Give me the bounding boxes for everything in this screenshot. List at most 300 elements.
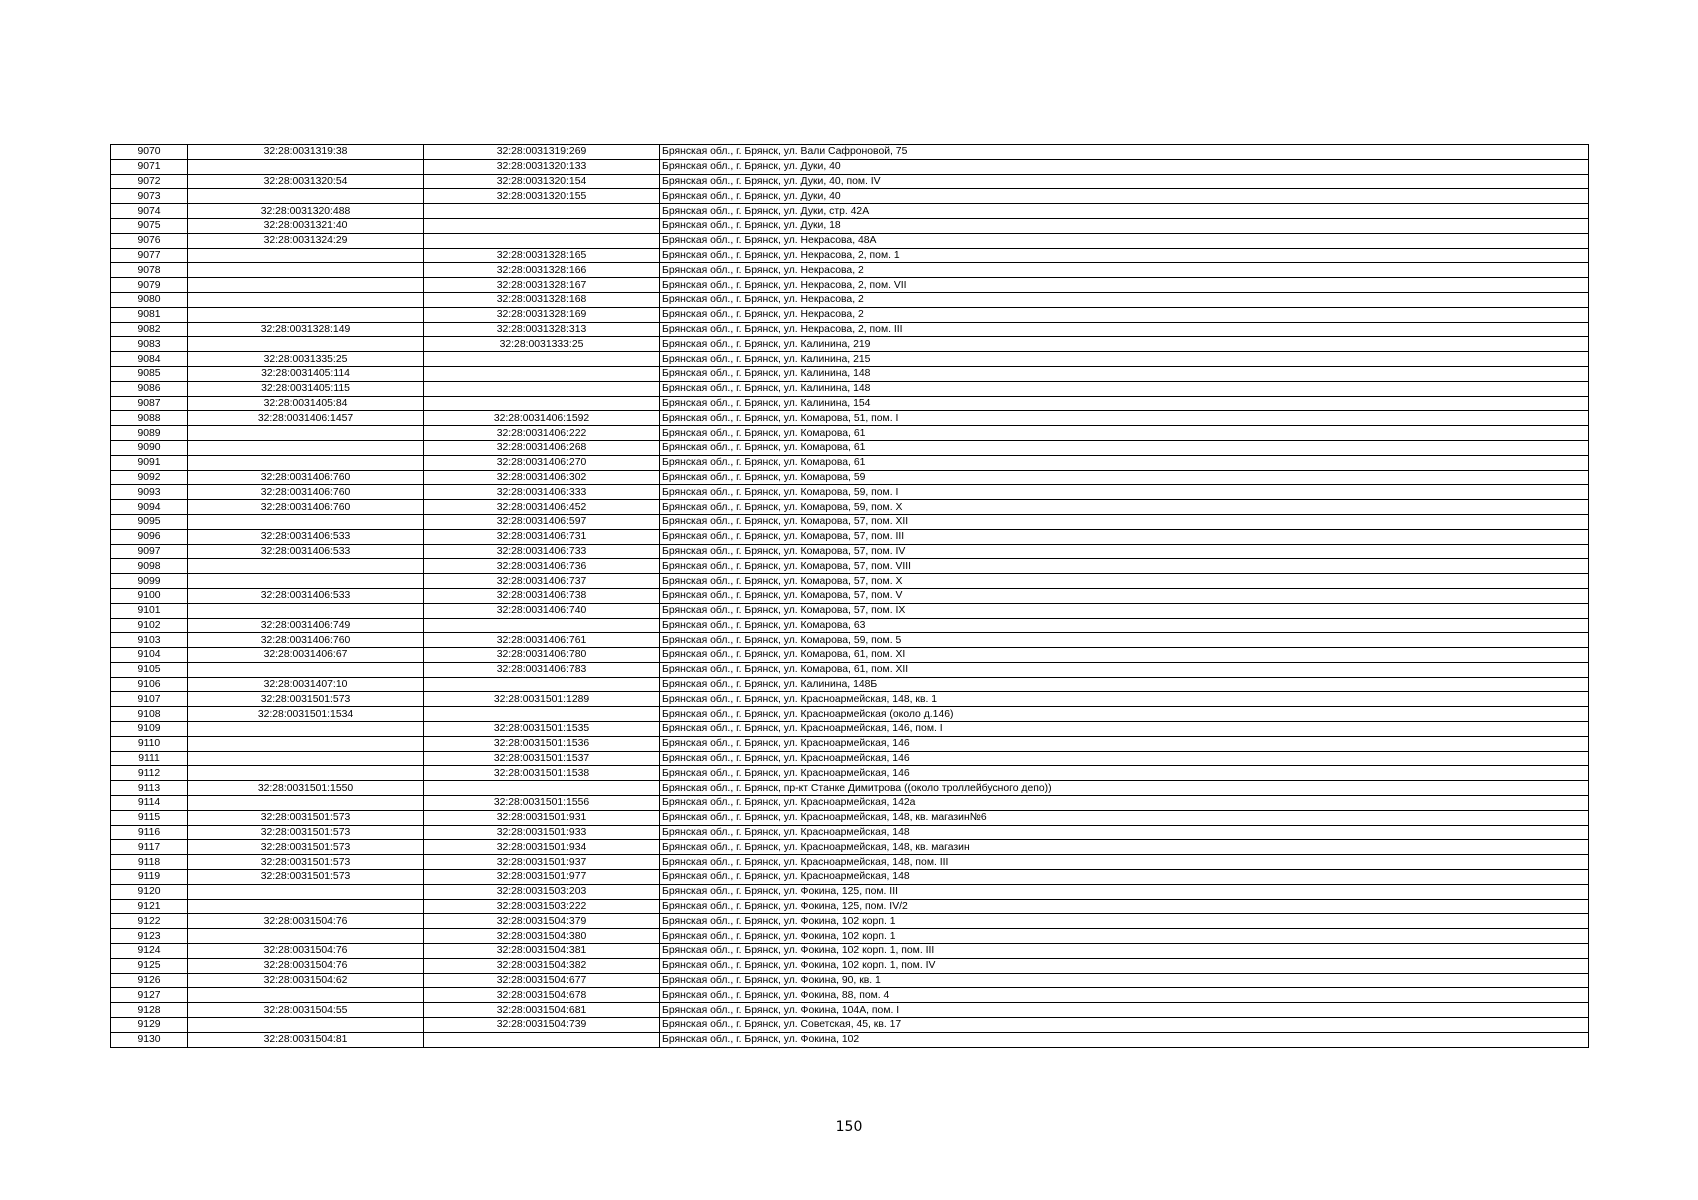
parcel-number-cell [188,766,424,781]
row-number-cell: 9090 [111,440,188,455]
address-cell: Брянская обл., г. Брянск, ул. Комарова, 61, пом. XI [660,648,1589,663]
table-row [111,899,1589,914]
row-number-cell: 9076 [111,233,188,248]
address-cell: Брянская обл., г. Брянск, ул. Некрасова, 2 [660,263,1589,278]
table-row [111,944,1589,959]
row-number-cell: 9072 [111,174,188,189]
table-row [111,588,1589,603]
row-number-cell: 9094 [111,500,188,515]
table-row [111,796,1589,811]
object-number-cell [424,1032,660,1047]
address-cell: Брянская обл., г. Брянск, ул. Дуки, 40 [660,159,1589,174]
object-number-cell: 32:28:0031501:937 [424,855,660,870]
row-number-cell: 9095 [111,514,188,529]
parcel-number-cell: 32:28:0031406:760 [188,470,424,485]
object-number-cell: 32:28:0031333:25 [424,337,660,352]
address-cell: Брянская обл., г. Брянск, ул. Комарова, 57, пом. XII [660,514,1589,529]
address-cell: Брянская обл., г. Брянск, ул. Некрасова, 2 [660,307,1589,322]
table-row [111,722,1589,737]
parcel-number-cell [188,751,424,766]
object-number-cell: 32:28:0031503:222 [424,899,660,914]
object-number-cell: 32:28:0031406:1592 [424,411,660,426]
table-row [111,278,1589,293]
address-cell: Брянская обл., г. Брянск, ул. Вали Сафроновой, 75 [660,145,1589,160]
object-number-cell [424,707,660,722]
object-number-cell [424,218,660,233]
table-row [111,233,1589,248]
row-number-cell: 9080 [111,292,188,307]
object-number-cell [424,381,660,396]
row-number-cell: 9074 [111,204,188,219]
parcel-number-cell [188,574,424,589]
table-row [111,766,1589,781]
row-number-cell: 9084 [111,352,188,367]
table-row [111,337,1589,352]
table-row [111,914,1589,929]
row-number-cell: 9127 [111,988,188,1003]
object-number-cell: 32:28:0031501:933 [424,825,660,840]
address-cell: Брянская обл., г. Брянск, ул. Фокина, 102 корп. 1, пом. III [660,944,1589,959]
row-number-cell: 9123 [111,929,188,944]
parcel-number-cell [188,1018,424,1033]
table-row [111,633,1589,648]
parcel-number-cell: 32:28:0031405:115 [188,381,424,396]
address-cell: Брянская обл., г. Брянск, ул. Комарова, 61 [660,440,1589,455]
table-row [111,781,1589,796]
table-row [111,514,1589,529]
table-row [111,618,1589,633]
row-number-cell: 9128 [111,1003,188,1018]
row-number-cell: 9113 [111,781,188,796]
object-number-cell: 32:28:0031406:452 [424,500,660,515]
address-cell: Брянская обл., г. Брянск, ул. Комарова, 57, пом. X [660,574,1589,589]
parcel-number-cell: 32:28:0031406:533 [188,544,424,559]
row-number-cell: 9121 [111,899,188,914]
object-number-cell: 32:28:0031328:165 [424,248,660,263]
table-row [111,352,1589,367]
object-number-cell: 32:28:0031501:931 [424,810,660,825]
parcel-number-cell: 32:28:0031501:573 [188,855,424,870]
object-number-cell: 32:28:0031320:154 [424,174,660,189]
row-number-cell: 9125 [111,958,188,973]
address-cell: Брянская обл., г. Брянск, ул. Дуки, 40 [660,189,1589,204]
object-number-cell [424,233,660,248]
address-cell: Брянская обл., г. Брянск, ул. Дуки, 40, пом. IV [660,174,1589,189]
parcel-number-cell [188,307,424,322]
row-number-cell: 9111 [111,751,188,766]
row-number-cell: 9130 [111,1032,188,1047]
address-cell: Брянская обл., г. Брянск, ул. Калинина, 148Б [660,677,1589,692]
row-number-cell: 9109 [111,722,188,737]
object-number-cell [424,618,660,633]
table-row [111,411,1589,426]
object-number-cell: 32:28:0031504:382 [424,958,660,973]
table-row [111,159,1589,174]
table-row [111,855,1589,870]
address-cell: Брянская обл., г. Брянск, ул. Красноармейская, 148, кв. 1 [660,692,1589,707]
table-row [111,840,1589,855]
parcel-number-cell [188,189,424,204]
object-number-cell: 32:28:0031406:740 [424,603,660,618]
address-cell: Брянская обл., г. Брянск, ул. Комарова, 57, пом. IX [660,603,1589,618]
address-cell: Брянская обл., г. Брянск, ул. Фокина, 102 [660,1032,1589,1047]
object-number-cell: 32:28:0031501:1556 [424,796,660,811]
object-number-cell: 32:28:0031501:977 [424,870,660,885]
table-row [111,174,1589,189]
address-cell: Брянская обл., г. Брянск, ул. Калинина, 219 [660,337,1589,352]
row-number-cell: 9075 [111,218,188,233]
table-row [111,455,1589,470]
parcel-number-cell: 32:28:0031501:573 [188,870,424,885]
row-number-cell: 9116 [111,825,188,840]
address-cell: Брянская обл., г. Брянск, ул. Красноармейская, 146 [660,736,1589,751]
object-number-cell: 32:28:0031504:681 [424,1003,660,1018]
parcel-number-cell: 32:28:0031320:488 [188,204,424,219]
row-number-cell: 9118 [111,855,188,870]
address-cell: Брянская обл., г. Брянск, ул. Фокина, 102 корп. 1 [660,929,1589,944]
address-cell: Брянская обл., г. Брянск, ул. Фокина, 104А, пом. I [660,1003,1589,1018]
table-row [111,426,1589,441]
table-row [111,973,1589,988]
object-number-cell: 32:28:0031406:333 [424,485,660,500]
parcel-number-cell: 32:28:0031504:76 [188,914,424,929]
object-number-cell: 32:28:0031406:738 [424,588,660,603]
address-cell: Брянская обл., г. Брянск, ул. Красноармейская, 148 [660,825,1589,840]
row-number-cell: 9083 [111,337,188,352]
table-row [111,248,1589,263]
address-cell: Брянская обл., г. Брянск, ул. Красноармейская, 148, кв. магазин [660,840,1589,855]
object-number-cell: 32:28:0031328:167 [424,278,660,293]
object-number-cell: 32:28:0031320:155 [424,189,660,204]
parcel-number-cell [188,899,424,914]
table-row [111,292,1589,307]
parcel-number-cell: 32:28:0031406:760 [188,485,424,500]
parcel-number-cell [188,440,424,455]
address-cell: Брянская обл., г. Брянск, ул. Комарова, 57, пом. III [660,529,1589,544]
row-number-cell: 9119 [111,870,188,885]
parcel-number-cell: 32:28:0031501:573 [188,840,424,855]
address-cell: Брянская обл., г. Брянск, ул. Калинина, 215 [660,352,1589,367]
row-number-cell: 9070 [111,145,188,160]
object-number-cell: 32:28:0031406:783 [424,662,660,677]
address-cell: Брянская обл., г. Брянск, ул. Комарова, 61 [660,426,1589,441]
address-cell: Брянская обл., г. Брянск, ул. Комарова, 61, пом. XII [660,662,1589,677]
row-number-cell: 9110 [111,736,188,751]
address-cell: Брянская обл., г. Брянск, ул. Комарова, 59, пом. X [660,500,1589,515]
parcel-number-cell: 32:28:0031335:25 [188,352,424,367]
table-row [111,692,1589,707]
object-number-cell: 32:28:0031504:739 [424,1018,660,1033]
page-number: 150 [835,1119,863,1135]
object-number-cell: 32:28:0031406:737 [424,574,660,589]
row-number-cell: 9078 [111,263,188,278]
table-row [111,485,1589,500]
object-number-cell [424,396,660,411]
table-row [111,884,1589,899]
parcel-number-cell [188,337,424,352]
address-cell: Брянская обл., г. Брянск, ул. Комарова, 59 [660,470,1589,485]
parcel-number-cell [188,514,424,529]
row-number-cell: 9112 [111,766,188,781]
parcel-number-cell [188,736,424,751]
address-cell: Брянская обл., г. Брянск, ул. Фокина, 125, пом. III [660,884,1589,899]
object-number-cell: 32:28:0031406:270 [424,455,660,470]
row-number-cell: 9101 [111,603,188,618]
parcel-number-cell [188,559,424,574]
table-row [111,707,1589,722]
parcel-number-cell: 32:28:0031501:573 [188,810,424,825]
table-row [111,263,1589,278]
address-cell: Брянская обл., г. Брянск, ул. Некрасова, 48А [660,233,1589,248]
table-row [111,529,1589,544]
row-number-cell: 9099 [111,574,188,589]
object-number-cell [424,781,660,796]
object-number-cell: 32:28:0031328:166 [424,263,660,278]
row-number-cell: 9093 [111,485,188,500]
table-row [111,677,1589,692]
parcel-number-cell: 32:28:0031319:38 [188,145,424,160]
table-row [111,145,1589,160]
object-number-cell: 32:28:0031406:780 [424,648,660,663]
address-cell: Брянская обл., г. Брянск, ул. Некрасова, 2, пом. VII [660,278,1589,293]
address-cell: Брянская обл., г. Брянск, ул. Дуки, стр. 42А [660,204,1589,219]
parcel-number-cell [188,884,424,899]
parcel-number-cell [188,455,424,470]
object-number-cell [424,366,660,381]
parcel-number-cell: 32:28:0031501:1534 [188,707,424,722]
object-number-cell: 32:28:0031406:733 [424,544,660,559]
object-number-cell: 32:28:0031406:731 [424,529,660,544]
parcel-number-cell [188,929,424,944]
table-row [111,1018,1589,1033]
address-cell: Брянская обл., г. Брянск, ул. Комарова, 57, пом. V [660,588,1589,603]
parcel-number-cell [188,278,424,293]
object-number-cell: 32:28:0031501:1538 [424,766,660,781]
parcel-number-cell: 32:28:0031406:760 [188,500,424,515]
parcel-number-cell [188,603,424,618]
object-number-cell: 32:28:0031501:1535 [424,722,660,737]
object-number-cell: 32:28:0031406:597 [424,514,660,529]
address-cell: Брянская обл., г. Брянск, ул. Дуки, 18 [660,218,1589,233]
address-cell: Брянская обл., г. Брянск, ул. Комарова, 63 [660,618,1589,633]
table-row [111,810,1589,825]
address-cell: Брянская обл., г. Брянск, ул. Фокина, 125, пом. IV/2 [660,899,1589,914]
parcel-number-cell [188,292,424,307]
parcel-number-cell: 32:28:0031504:76 [188,944,424,959]
address-cell: Брянская обл., г. Брянск, ул. Некрасова, 2, пом. III [660,322,1589,337]
parcel-number-cell: 32:28:0031406:533 [188,588,424,603]
object-number-cell: 32:28:0031328:169 [424,307,660,322]
address-cell: Брянская обл., г. Брянск, ул. Комарова, 61 [660,455,1589,470]
address-cell: Брянская обл., г. Брянск, ул. Калинина, 148 [660,366,1589,381]
parcel-number-cell: 32:28:0031504:62 [188,973,424,988]
parcel-number-cell: 32:28:0031406:1457 [188,411,424,426]
table-row [111,500,1589,515]
parcel-number-cell: 32:28:0031504:81 [188,1032,424,1047]
table-row [111,396,1589,411]
table-row [111,189,1589,204]
table-row [111,662,1589,677]
row-number-cell: 9079 [111,278,188,293]
row-number-cell: 9085 [111,366,188,381]
object-number-cell: 32:28:0031504:677 [424,973,660,988]
table-row [111,470,1589,485]
address-cell: Брянская обл., г. Брянск, ул. Фокина, 102 корп. 1 [660,914,1589,929]
parcel-number-cell [188,662,424,677]
table-row [111,825,1589,840]
row-number-cell: 9077 [111,248,188,263]
table-row [111,1003,1589,1018]
row-number-cell: 9106 [111,677,188,692]
row-number-cell: 9073 [111,189,188,204]
address-cell: Брянская обл., г. Брянск, ул. Комарова, 59, пом. I [660,485,1589,500]
row-number-cell: 9105 [111,662,188,677]
address-cell: Брянская обл., г. Брянск, ул. Красноармейская, 146 [660,751,1589,766]
object-number-cell: 32:28:0031503:203 [424,884,660,899]
address-cell: Брянская обл., г. Брянск, ул. Красноармейская, 146 [660,766,1589,781]
address-cell: Брянская обл., г. Брянск, ул. Красноармейская, 148 [660,870,1589,885]
row-number-cell: 9096 [111,529,188,544]
parcel-number-cell [188,988,424,1003]
object-number-cell [424,677,660,692]
row-number-cell: 9089 [111,426,188,441]
object-number-cell: 32:28:0031328:168 [424,292,660,307]
address-cell: Брянская обл., г. Брянск, ул. Фокина, 88, пом. 4 [660,988,1589,1003]
row-number-cell: 9088 [111,411,188,426]
address-cell: Брянская обл., г. Брянск, ул. Красноармейская, 146, пом. I [660,722,1589,737]
object-number-cell [424,352,660,367]
row-number-cell: 9091 [111,455,188,470]
parcel-number-cell: 32:28:0031501:1550 [188,781,424,796]
address-cell: Брянская обл., г. Брянск, ул. Калинина, 148 [660,381,1589,396]
row-number-cell: 9104 [111,648,188,663]
row-number-cell: 9092 [111,470,188,485]
object-number-cell: 32:28:0031504:379 [424,914,660,929]
row-number-cell: 9087 [111,396,188,411]
table-row [111,870,1589,885]
table-row [111,381,1589,396]
object-number-cell: 32:28:0031504:678 [424,988,660,1003]
row-number-cell: 9108 [111,707,188,722]
row-number-cell: 9115 [111,810,188,825]
table-row [111,736,1589,751]
object-number-cell: 32:28:0031320:133 [424,159,660,174]
parcel-number-cell: 32:28:0031321:40 [188,218,424,233]
table-row [111,751,1589,766]
address-cell: Брянская обл., г. Брянск, ул. Комарова, 51, пом. I [660,411,1589,426]
table-row [111,929,1589,944]
parcel-number-cell: 32:28:0031501:573 [188,825,424,840]
table-row [111,544,1589,559]
parcel-number-cell [188,796,424,811]
table-row [111,366,1589,381]
table-row [111,204,1589,219]
row-number-cell: 9097 [111,544,188,559]
object-number-cell: 32:28:0031406:268 [424,440,660,455]
parcel-number-cell: 32:28:0031406:67 [188,648,424,663]
table-row [111,1032,1589,1047]
object-number-cell: 32:28:0031406:736 [424,559,660,574]
parcel-number-cell: 32:28:0031504:55 [188,1003,424,1018]
address-cell: Брянская обл., г. Брянск, ул. Комарова, 57, пом. VIII [660,559,1589,574]
address-cell: Брянская обл., г. Брянск, пр-кт Станке Димитрова ((около троллейбусного депо)) [660,781,1589,796]
row-number-cell: 9122 [111,914,188,929]
row-number-cell: 9100 [111,588,188,603]
table-row [111,958,1589,973]
row-number-cell: 9120 [111,884,188,899]
row-number-cell: 9114 [111,796,188,811]
parcel-number-cell [188,426,424,441]
row-number-cell: 9126 [111,973,188,988]
row-number-cell: 9086 [111,381,188,396]
address-cell: Брянская обл., г. Брянск, ул. Фокина, 102 корп. 1, пом. IV [660,958,1589,973]
object-number-cell: 32:28:0031504:380 [424,929,660,944]
row-number-cell: 9129 [111,1018,188,1033]
address-cell: Брянская обл., г. Брянск, ул. Фокина, 90, кв. 1 [660,973,1589,988]
row-number-cell: 9124 [111,944,188,959]
table-row [111,307,1589,322]
parcel-number-cell [188,159,424,174]
parcel-number-cell [188,248,424,263]
object-number-cell: 32:28:0031501:1536 [424,736,660,751]
row-number-cell: 9082 [111,322,188,337]
row-number-cell: 9081 [111,307,188,322]
row-number-cell: 9107 [111,692,188,707]
parcel-number-cell [188,722,424,737]
parcel-number-cell: 32:28:0031406:749 [188,618,424,633]
address-cell: Брянская обл., г. Брянск, ул. Некрасова, 2, пом. 1 [660,248,1589,263]
object-number-cell: 32:28:0031501:1537 [424,751,660,766]
object-number-cell: 32:28:0031501:1289 [424,692,660,707]
table-body [111,145,1589,1048]
address-cell: Брянская обл., г. Брянск, ул. Калинина, 154 [660,396,1589,411]
parcel-number-cell: 32:28:0031407:10 [188,677,424,692]
parcel-number-cell: 32:28:0031405:84 [188,396,424,411]
object-number-cell: 32:28:0031504:381 [424,944,660,959]
parcel-number-cell: 32:28:0031320:54 [188,174,424,189]
table-row [111,559,1589,574]
table-row [111,440,1589,455]
address-cell: Брянская обл., г. Брянск, ул. Красноармейская, 148, кв. магазин№6 [660,810,1589,825]
table-row [111,218,1589,233]
address-cell: Брянская обл., г. Брянск, ул. Красноармейская, 142а [660,796,1589,811]
address-cell: Брянская обл., г. Брянск, ул. Комарова, 59, пом. 5 [660,633,1589,648]
object-number-cell: 32:28:0031501:934 [424,840,660,855]
row-number-cell: 9117 [111,840,188,855]
object-number-cell: 32:28:0031406:761 [424,633,660,648]
parcel-number-cell: 32:28:0031324:29 [188,233,424,248]
table-row [111,603,1589,618]
cadastral-table [110,144,1589,1048]
row-number-cell: 9102 [111,618,188,633]
address-cell: Брянская обл., г. Брянск, ул. Некрасова, 2 [660,292,1589,307]
parcel-number-cell: 32:28:0031405:114 [188,366,424,381]
table-row [111,648,1589,663]
table-row [111,574,1589,589]
parcel-number-cell [188,263,424,278]
table-row [111,322,1589,337]
table-row [111,988,1589,1003]
address-cell: Брянская обл., г. Брянск, ул. Комарова, 57, пом. IV [660,544,1589,559]
row-number-cell: 9098 [111,559,188,574]
parcel-number-cell: 32:28:0031406:760 [188,633,424,648]
parcel-number-cell: 32:28:0031328:149 [188,322,424,337]
object-number-cell: 32:28:0031328:313 [424,322,660,337]
parcel-number-cell: 32:28:0031504:76 [188,958,424,973]
address-cell: Брянская обл., г. Брянск, ул. Советская, 45, кв. 17 [660,1018,1589,1033]
address-cell: Брянская обл., г. Брянск, ул. Красноармейская, 148, пом. III [660,855,1589,870]
object-number-cell: 32:28:0031319:269 [424,145,660,160]
